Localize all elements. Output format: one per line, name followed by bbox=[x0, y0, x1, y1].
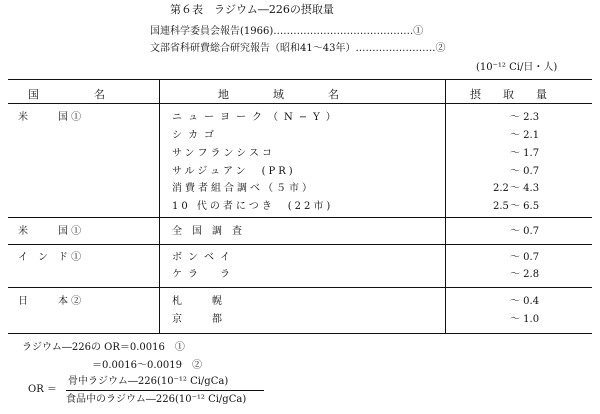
country-usa-1: 米 国 ① bbox=[18, 112, 82, 123]
region-new-york: ニューヨーク（N−Y） bbox=[172, 112, 342, 123]
region-bombay: ボンベイ bbox=[172, 252, 236, 263]
group-divider-1 bbox=[8, 217, 592, 218]
intake-sapporo: ～ 0.4 bbox=[510, 296, 540, 307]
region-consumer-union: 消費者組合調べ（５市） bbox=[172, 183, 315, 194]
note-or-un: ラジウム―226の OR＝0.0016 ① bbox=[22, 342, 185, 353]
intake-chicago: ～ 2.1 bbox=[510, 130, 540, 141]
header-region: 地 域 名 bbox=[218, 88, 339, 101]
country-usa-2: 米 国 ① bbox=[18, 226, 82, 237]
column-divider-region bbox=[445, 79, 446, 333]
unit-label: (10⁻¹² Ci/日・人) bbox=[476, 62, 558, 73]
intake-new-york: ～ 2.3 bbox=[510, 112, 540, 123]
formula-lhs: OR ＝ bbox=[28, 384, 57, 395]
region-chicago: シカゴ bbox=[172, 130, 220, 141]
region-kerala: ケラ ラ bbox=[172, 269, 236, 280]
fraction-bar bbox=[66, 390, 264, 391]
region-san-juan: サルジュアン (PR) bbox=[172, 166, 296, 177]
region-kyoto: 京 都 bbox=[172, 314, 222, 325]
formula-numerator: 骨中ラジウム―226(10⁻¹² Ci/gCa) bbox=[68, 376, 229, 387]
table-top-border bbox=[8, 79, 592, 80]
header-country: 国 名 bbox=[28, 88, 105, 101]
intake-bombay: ～ 0.7 bbox=[510, 252, 540, 263]
intake-high-consumer-union: ～ 4.3 bbox=[510, 183, 540, 194]
source-un-report: 国連科学委員会報告(1966)……………………………………① bbox=[150, 26, 424, 37]
group-divider-3 bbox=[8, 287, 592, 288]
intake-national-survey: ～ 0.7 bbox=[510, 226, 540, 237]
region-teens-22-cities: 10 代の者につき (22市) bbox=[172, 201, 334, 212]
intake-kyoto: ～ 1.0 bbox=[510, 314, 540, 325]
table-title: 第６表 ラジウム―226の摂取量 bbox=[170, 3, 334, 16]
table-bottom-border bbox=[8, 333, 592, 334]
source-monbusho-report: 文部省科研費総合研究報告（昭和41～43年）……………………② bbox=[150, 43, 446, 54]
intake-low-consumer-union: 2.2 bbox=[493, 183, 509, 194]
region-national-survey: 全 国 調 査 bbox=[172, 226, 242, 237]
country-japan: 日 本 ② bbox=[18, 296, 82, 307]
intake-high-teens: ～ 6.5 bbox=[510, 201, 540, 212]
region-sapporo: 札 幌 bbox=[172, 296, 222, 307]
intake-san-juan: ～ 0.7 bbox=[510, 166, 540, 177]
intake-low-teens: 2.5 bbox=[493, 201, 509, 212]
formula-denominator: 食品中のラジウム―226(10⁻¹² Ci/gCa) bbox=[66, 394, 247, 405]
header-bottom-border bbox=[8, 103, 592, 104]
group-divider-2 bbox=[8, 244, 592, 245]
intake-kerala: ～ 2.8 bbox=[510, 269, 540, 280]
country-india: イ ン ド ① bbox=[18, 252, 82, 263]
column-divider-country bbox=[159, 79, 160, 333]
intake-san-francisco: ～ 1.7 bbox=[510, 148, 540, 159]
header-intake: 摂 取 量 bbox=[470, 88, 547, 101]
note-or-monbusho: ＝0.0016～0.0019 ② bbox=[92, 360, 202, 371]
region-san-francisco: サンフランシスコ bbox=[172, 148, 275, 159]
